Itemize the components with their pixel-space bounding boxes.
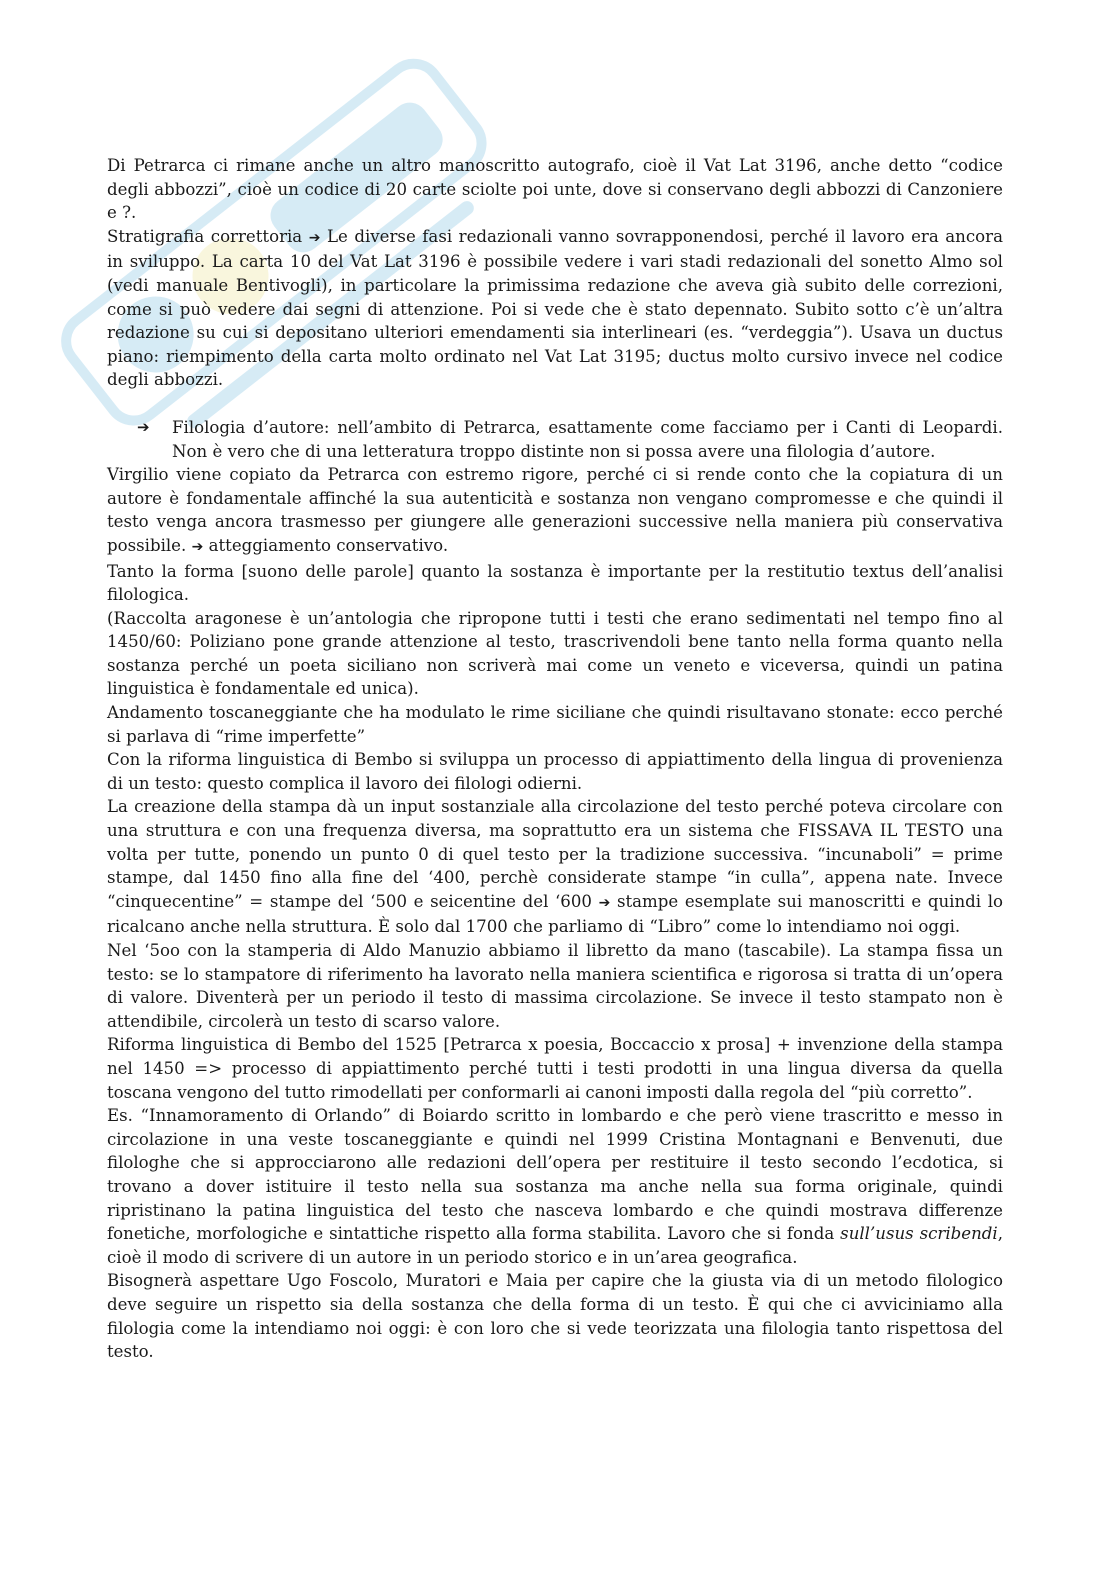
paragraph-3 <box>107 463 1003 559</box>
paragraph-12: Bisognerà aspettare Ugo Foscolo, Muratori e Maia per capire che la giusta via di un metodo filologico deve seguire un rispetto sia della sostanza che della forma di un testo. È qui che ci avviciniamo alla filologia come la intendiamo noi oggi: è con loro che si vede teorizzata una filologia tanto rispettosa del testo. <box>107 1271 1003 1362</box>
arrow-bullet-item <box>137 416 1003 463</box>
paragraph-4: Tanto la forma [suono delle parole] quanto la sostanza è importante per la restitutio textus dell’analisi filologica. <box>107 561 1003 605</box>
paragraph-10: Riforma linguistica di Bembo del 1525 [Petrarca x poesia, Boccaccio x prosa] + invenzione della stampa nel 1450 => processo di appiattimento perché tutti i testi prodotti in una lingua diversa da quella toscana vengono del tutto rimodellati per conformarli ai canoni imposti dalla regola del “più corretto”. <box>107 1035 1003 1102</box>
paragraph-8-a: La creazione della stampa dà un input sostanziale alla circolazione del testo perché poteva circolare con una struttura e con una frequenza diversa, ma soprattutto era un sistema che FISSAVA IL TESTO una volta per tutte, ponendo un punto 0 di quel testo per la tradizione successiva. “incunaboli” = prime stampe, dal 1450 fino alla fine del ‘400, perchè considerate stampe “in culla”, appena nate. Invece “cinquecentine” = stampe del ‘500 e seicentine del ‘600 <box>107 797 1003 911</box>
arrow-right-icon: ➔ <box>598 894 611 911</box>
arrow-right-icon: ➔ <box>308 229 321 246</box>
bullet-text: Filologia d’autore: nell’ambito di Petrarca, esattamente come facciamo per i Canti di Leopardi. Non è vero che di una letteratura troppo distinte non si possa avere una filologia d’autore. <box>172 417 1003 461</box>
paragraph-6: Andamento toscaneggiante che ha modulato le rime siciliane che quindi risultavano stonate: ecco perché si parlava di “rime imperfette” <box>107 703 1003 746</box>
paragraph-11-b: , cioè il modo di scrivere di un autore in un periodo storico e in un’area geografica. <box>107 1224 1003 1267</box>
bullet-arrow-icon: ➔ <box>137 417 150 436</box>
paragraph-2 <box>107 225 1003 392</box>
paragraph-11-emphasis: sull’usus scribendi <box>840 1224 998 1244</box>
paragraph-11 <box>107 1104 1003 1269</box>
paragraph-3-main: Virgilio viene copiato da Petrarca con estremo rigore, perché ci si rende conto che la copiatura di un autore è fondamentale affinché la sua autenticità e sostanza non vengano compromesse e che quindi il testo venga ancora trasmesso per giungere alle generazioni successive nella maniera più conservativa possibile. <box>107 465 1003 555</box>
document-body <box>107 154 1003 1364</box>
paragraph-7: Con la riforma linguistica di Bembo si sviluppa un processo di appiattimento della lingua di provenienza di un testo: questo complica il lavoro dei filologi odierni. <box>107 750 1003 793</box>
paragraph-3-tail: atteggiamento conservativo. <box>208 535 449 555</box>
arrow-right-icon: ➔ <box>191 538 204 555</box>
paragraph-8-b: stampe esemplate sui manoscritti e quindi lo ricalcano anche nella struttura. È solo dal 1700 che parliamo di “Libro” come lo intendiamo noi oggi. <box>107 891 1003 937</box>
paragraph-8 <box>107 795 1003 939</box>
paragraph-9: Nel ‘5oo con la stamperia di Aldo Manuzio abbiamo il libretto da mano (tascabile). La stampa fissa un testo: se lo stampatore di riferimento ha lavorato nella maniera scientifica e rigorosa si tratta di un’opera di valore. Diventerà per un periodo il testo di massima circolazione. Se invece il testo stampato non è attendibile, circolerà un testo di scarso valore. <box>107 941 1003 1031</box>
paragraph-2-lead: Stratigrafia correttoria <box>107 226 303 246</box>
paragraph-11-a: Es. “Innamoramento di Orlando” di Boiardo scritto in lombardo e che però viene trascritto e messo in circolazione in una veste toscaneggiante e quindi nel 1999 Cristina Montagnani e Benvenuti, due filologhe che si approcciarono alle redazioni dell’opera per restituire il testo secondo l’ecdotica, si trovano a dover istituire il testo nella sua sostanza ma anche nella sua forma originale, quindi ripristinano la patina linguistica del testo che nasceva lombardo e che quindi mostrava differenze fonetiche, morfologiche e sintattiche rispetto alla forma stabilita. Lavoro che si fonda <box>107 1106 1003 1244</box>
paragraph-1: Di Petrarca ci rimane anche un altro manoscritto autografo, cioè il Vat Lat 3196, anche detto “codice degli abbozzi”, cioè un codice di 20 carte sciolte poi unte, dove si conservano degli abbozzi di Canzoniere e ?. <box>107 156 1003 223</box>
paragraph-5: (Raccolta aragonese è un’antologia che ripropone tutti i testi che erano sedimentati nel tempo fino al 1450/60: Poliziano pone grande attenzione al testo, trascrivendoli bene tanto nella forma quanto nella sostanza perché un poeta siciliano non scriverà mai come un veneto e viceversa, quindi un patina linguistica è fondamentale ed unica). <box>107 608 1003 699</box>
paragraph-2-rest: Le diverse fasi redazionali vanno sovrapponendosi, perché il lavoro era ancora in sviluppo. La carta 10 del Vat Lat 3196 è possibile vedere i vari stadi redazionali del sonetto Almo sol (vedi manuale Bentivogli), in particolare la primissima redazione che aveva già subito delle correzioni, come si può vedere dai segni di attenzione. Poi si vede che è stato depennato. Subito sotto c’è un’altra redazione su cui si depositano ulteriori emendamenti sia interlineari (es. “verdeggia”). Usava un ductus piano: riempimento della carta molto ordinato nel Vat Lat 3195; ductus molto cursivo invece nel codice degli abbozzi. <box>107 226 1003 390</box>
